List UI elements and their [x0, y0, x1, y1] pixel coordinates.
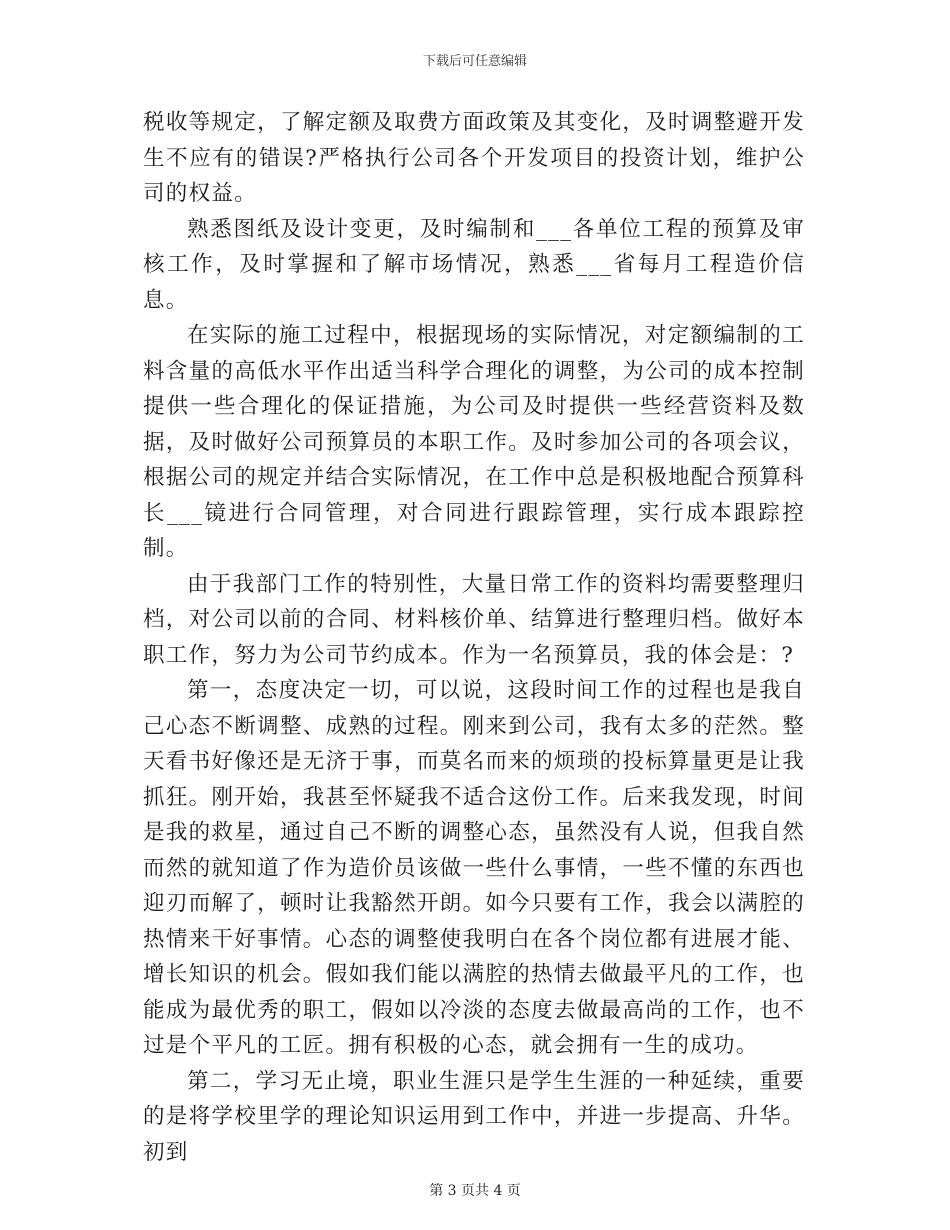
paragraph-construction-process: 在实际的施工过程中，根据现场的实际情况，对定额编制的工料含量的高低水平作出适当科学合理化的调整，为公司的成本控制提供一些合理化的保证措施，为公司及时提供一些经营资料及数据，及时做好公司预算员的本职工作。及时参加公司的各项会议，根据公司的规定并结合实际情况，在工作中总是积极地配合预算科长___镜进行合同管理，对合同进行跟踪管理，实行成本跟踪控制。 [143, 323, 805, 561]
paragraph-point-two-learning: 第二，学习无止境，职业生涯只是学生生涯的一种延续，重要的是将学校里学的理论知识运用到工作中，并进一步提高、升华。初到 [143, 1068, 805, 1165]
page-footer: 第 3 页共 4 页 [429, 1183, 521, 1199]
document-body [143, 105, 805, 1170]
page-header: 下载后可任意编辑 [422, 54, 527, 69]
paragraph-drawings-budget: 熟悉图纸及设计变更，及时编制和___各单位工程的预算及审核工作，及时掌握和了解市场情况，熟悉___省每月工程造价信息。 [143, 216, 805, 313]
paragraph-department-archiving: 由于我部门工作的特别性，大量日常工作的资料均需要整理归档，对公司以前的合同、材料核价单、结算进行整理归档。做好本职工作，努力为公司节约成本。作为一名预算员，我的体会是：? [143, 571, 805, 668]
paragraph-continuation: 税收等规定，了解定额及取费方面政策及其变化，及时调整避开发生不应有的错误?严格执行公司各个开发项目的投资计划，维护公司的权益。 [143, 110, 805, 206]
paragraph-point-one-attitude: 第一，态度决定一切，可以说，这段时间工作的过程也是我自己心态不断调整、成熟的过程。刚来到公司，我有太多的茫然。整天看书好像还是无济于事，而莫名而来的烦琐的投标算量更是让我抓狂。刚开始，我甚至怀疑我不适合这份工作。后来我发现，时间是我的救星，通过自己不断的调整心态，虽然没有人说，但我自然而然的就知道了作为造价员该做一些什么事情，一些不懂的东西也迎刃而解了，顿时让我豁然开朗。如今只要有工作，我会以满腔的热情来干好事情。心态的调整使我明白在各个岗位都有进展才能、增长知识的机会。假如我们能以满腔的热情去做最平凡的工作，也能成为最优秀的职工，假如以冷淡的态度去做最高尚的工作，也不过是个平凡的工匠。拥有积极的心态，就会拥有一生的成功。 [143, 678, 805, 1058]
